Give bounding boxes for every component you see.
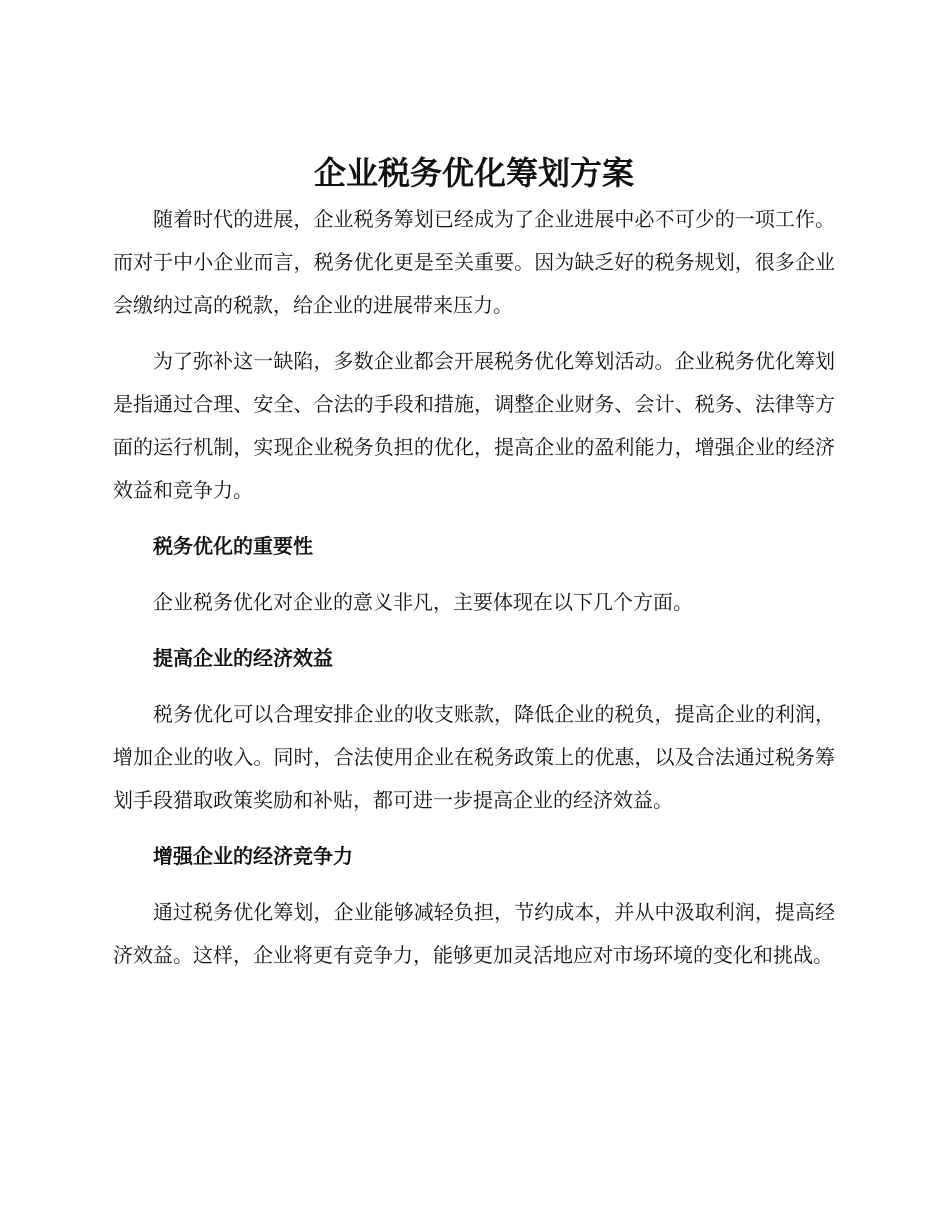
paragraph-economic-benefit: 税务优化可以合理安排企业的收支账款，降低企业的税负，提高企业的利润，增加企业的收入。同时，合法使用企业在税务政策上的优惠，以及合法通过税务筹划手段猎取政策奖励和补贴，都可进一步提高企业的经济效益。 (113, 702, 835, 812)
section-heading-economic-benefit: 提高企业的经济效益 (153, 646, 333, 670)
section-heading-competitiveness: 增强企业的经济竞争力 (153, 844, 353, 868)
paragraph-competitiveness: 通过税务优化筹划，企业能够减轻负担，节约成本，并从中汲取利润，提高经济效益。这样，企业将更有竞争力，能够更加灵活地应对市场环境的变化和挑战。 (113, 900, 835, 967)
section-heading-importance: 税务优化的重要性 (153, 534, 313, 558)
paragraph-intro: 随着时代的进展，企业税务筹划已经成为了企业进展中必不可少的一项工作。而对于中小企业而言，税务优化更是至关重要。因为缺乏好的税务规划，很多企业会缴纳过高的税款，给企业的进展带来压力。 (113, 207, 835, 317)
document-title: 企业税务优化筹划方案 (313, 154, 634, 192)
document-body (113, 148, 835, 977)
paragraph-importance: 企业税务优化对企业的意义非凡，主要体现在以下几个方面。 (153, 590, 693, 614)
paragraph-definition: 为了弥补这一缺陷，多数企业都会开展税务优化筹划活动。企业税务优化筹划是指通过合理、安全、合法的手段和措施，调整企业财务、会计、税务、法律等方面的运行机制，实现企业税务负担的优化，提高企业的盈利能力，增强企业的经济效益和竞争力。 (113, 349, 835, 502)
